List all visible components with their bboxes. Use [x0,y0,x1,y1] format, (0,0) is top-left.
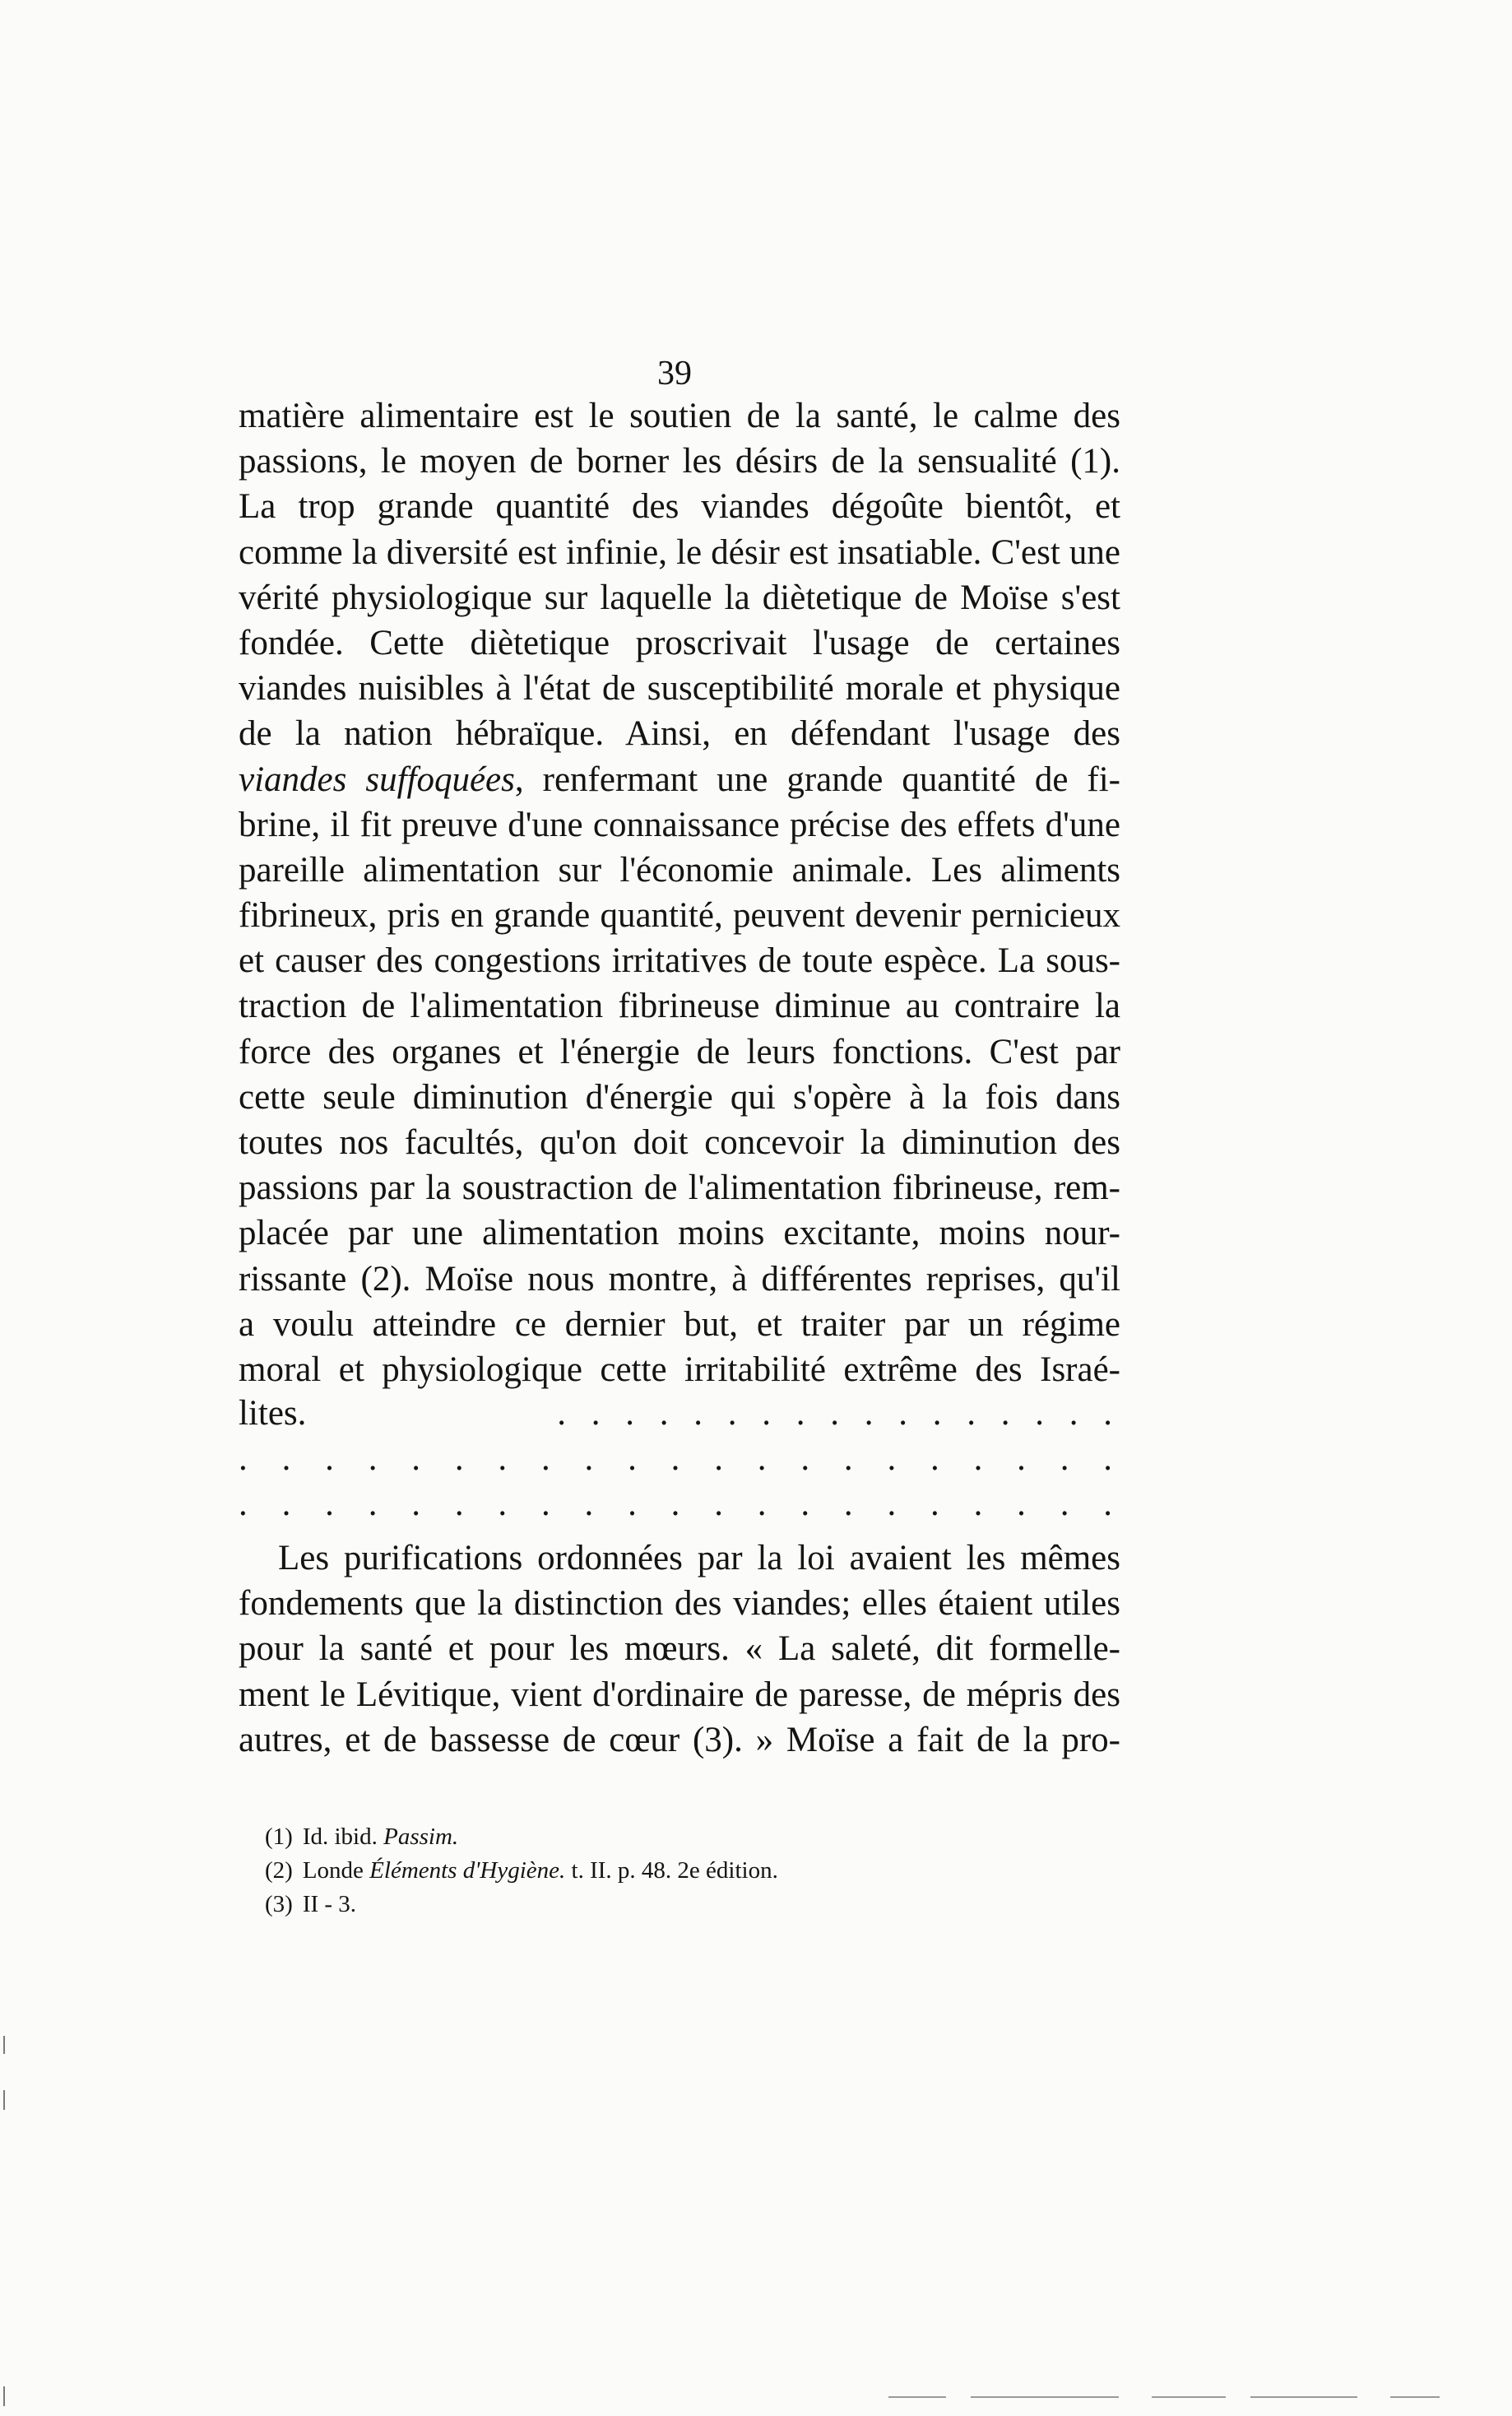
scan-bottom-rule [888,2396,946,2398]
text-line: de la nation hébraïque. Ainsi, en défendant l'usage des [239,714,1120,754]
footnote-marker: (3) [265,1891,293,1917]
text-line: traction de l'alimentation fibrineuse diminue au contraire la [239,987,1120,1026]
text-line: comme la diversité est infinie, le désir est insatiable. C'est une [239,532,1120,572]
footnote-italic: Éléments d'Hygiène. [369,1857,566,1884]
italic-phrase: viandes suffoquées [239,760,515,799]
leader-dots-line: . . . . . . . . . . . . . . . . . . . . . [239,1484,1120,1524]
text-line: pour la santé et pour les mœurs. « La saleté, dit formelle- [239,1629,1120,1669]
text-line: matière alimentaire est le soutien de la santé, le calme des [239,397,1120,435]
text-line: placée par une alimentation moins excitante, moins nour- [239,1214,1120,1253]
text-line: pareille alimentation sur l'économie animale. Les aliments [239,850,1120,890]
footnote-marker: (2) [265,1857,293,1884]
footnotes [265,1820,1005,1921]
text-line: et causer des congestions irritatives de toute espèce. La sous- [239,941,1120,981]
footnote-1 [265,1820,1005,1854]
leader-dots-line: . . . . . . . . . . . . . . . . . . . . . [239,1439,1120,1479]
scan-bottom-rule [1250,2396,1357,2398]
footnote-italic: Passim. [383,1824,459,1850]
text-line: ment le Lévitique, vient d'ordinaire de paresse, de mépris des [239,1675,1120,1714]
text-line: cette seule diminution d'énergie qui s'opère à la fois dans [239,1077,1120,1117]
scan-edge-mark [3,2090,5,2110]
footnote-text: Id. ibid. [302,1824,378,1850]
text-line: passions par la soustraction de l'alimentation fibrineuse, rem- [239,1169,1120,1208]
text-line: fibrineux, pris en grande quantité, peuvent devenir pernicieux [239,896,1120,936]
last-line-with-leaders [239,1391,1120,1436]
ellipsis-leaders [239,1391,1120,1527]
page-number: 39 [657,355,692,393]
text-line: fondée. Cette diètetique proscrivait l'usage de certaines [239,623,1120,662]
text-line-with-italic [239,757,1120,802]
scan-bottom-rule [1152,2396,1226,2398]
footnote-3 [265,1888,1005,1921]
footnote-2 [265,1854,1005,1888]
footnote-text: Londe [302,1857,364,1884]
text-line: Les purifications ordonnées par la loi avaient les mêmes [278,1539,1120,1577]
paragraph-2 [239,1536,1120,1763]
scan-bottom-rule [971,2396,1119,2398]
text-line: a voulu atteindre ce dernier but, et traiter par un régime [239,1304,1120,1344]
text-line: rissante (2). Moïse nous montre, à différentes reprises, qu'il [239,1259,1120,1299]
text-line: passions, le moyen de borner les désirs de la sensualité (1). [239,442,1120,481]
text-line: viandes nuisibles à l'état de susceptibilité morale et physique [239,669,1120,709]
text-line: toutes nos facultés, qu'on doit concevoir la diminution des [239,1123,1120,1162]
text-line: fondements que la distinction des viandes; elles étaient utiles [239,1584,1120,1624]
scan-edge-mark [3,2386,5,2406]
paragraph-1 [239,393,1120,1392]
text-line: moral et physiologique cette irritabilité extrême des Israé- [239,1350,1120,1389]
text-line-remainder: , renfermant une grande quantité de fi- [514,760,1120,799]
footnote-rest: t. II. p. 48. 2e édition. [571,1857,778,1884]
text-line: vérité physiologique sur laquelle la diètetique de Moïse s'est [239,578,1120,617]
text-line: La trop grande quantité des viandes dégoûte bientôt, et [239,487,1120,527]
footnote-marker: (1) [265,1824,293,1850]
text-line: brine, il fit preuve d'une connaissance précise des effets d'une [239,805,1120,844]
footnote-text: II - 3. [302,1891,357,1917]
text-line: autres, et de bassesse de cœur (3). » Moïse a fait de la pro- [239,1720,1120,1759]
scan-edge-mark [3,2036,5,2054]
last-word: lites. [239,1394,307,1433]
leader-dots: . . . . . . . . . . . . . . . . . [557,1394,1120,1433]
scan-bottom-rule [1390,2396,1440,2398]
text-line: force des organes et l'énergie de leurs fonctions. C'est par [239,1032,1120,1071]
